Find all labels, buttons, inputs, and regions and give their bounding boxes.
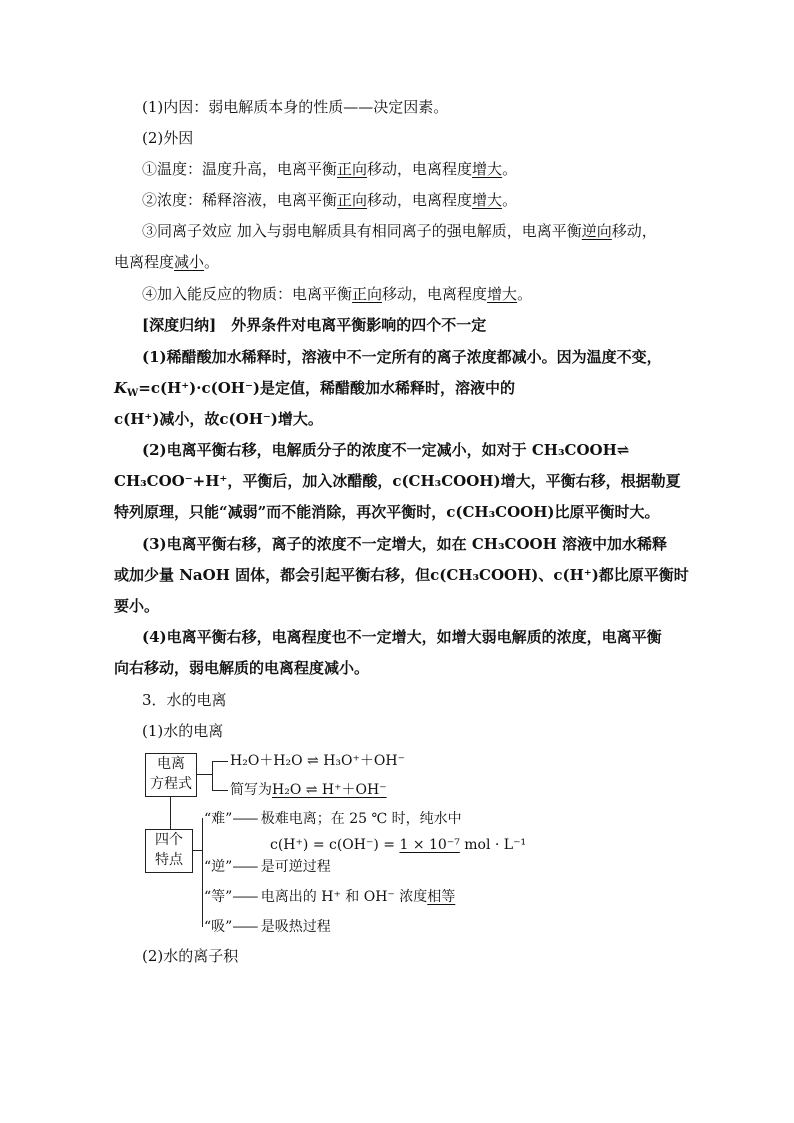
summary-p4-text-1: (4)电离平衡右移，电离程度也不一定增大，如增大弱电解质的浓度，电离平衡 <box>142 628 662 646</box>
feature-difficult-line-2 <box>270 836 526 854</box>
summary-p4-line-1 <box>142 626 694 648</box>
feature-difficult-blank: 1 × 10⁻⁷ <box>399 837 460 853</box>
summary-p1-text-2: =c(H⁺)·c(OH⁻)是定值，稀醋酸加水稀释时，溶液中的 <box>138 379 515 397</box>
feature-endothermic-key: “吸” <box>204 919 233 935</box>
summary-p2-text-1: (2)电离平衡右移，电解质分子的浓度不一定减小，如对于 CH₃COOH⇌ <box>142 441 630 459</box>
feature-equal-text: 电离出的 H⁺ 和 OH⁻ 浓度 <box>260 889 428 905</box>
feature-endothermic: “吸”—— 是吸热过程 <box>204 919 331 935</box>
feature-difficult-text: 极难电离；在 25 ℃ 时，纯水中 <box>260 811 462 827</box>
summary-p3-text-2: 或加少量 NaOH 固体，都会引起平衡右移，但c(CH₃COOH)、c(H⁺)都比原平衡时 <box>114 566 689 584</box>
water-title-text: 3．水的电离 <box>142 691 227 709</box>
reactant-text-b: 移动，电离程度 <box>382 285 488 303</box>
summary-p4-text-2: 向右移动，弱电解质的电离程度减小。 <box>114 659 370 677</box>
water-sub2-text: (2)水的离子积 <box>142 947 239 965</box>
water-sub1 <box>142 720 694 742</box>
feature-difficult-key: “难” <box>204 811 233 827</box>
equation-box-line-1: 电离 <box>157 756 185 772</box>
concentration-text-c: 。 <box>502 191 518 209</box>
concentration-blank-2: 增大 <box>472 191 503 209</box>
temperature-text-b: 移动，电离程度 <box>367 160 473 178</box>
common-ion-text-b: 移动， <box>611 222 657 240</box>
equation-short-blank: H₂O ⇌ H⁺＋OH⁻ <box>272 782 387 798</box>
equation-bracket <box>212 761 213 790</box>
summary-p3-line-3 <box>114 595 694 617</box>
kw-subscript: W <box>127 388 139 399</box>
water-sub2 <box>142 945 694 967</box>
temperature-blank-1: 正向 <box>337 160 368 178</box>
summary-p1-text-1: (1)稀醋酸加水稀释时，溶液中不一定所有的离子浓度都减小。因为温度不变， <box>142 348 662 366</box>
common-ion-blank-2: 减小 <box>174 253 205 271</box>
summary-p1-line-3 <box>114 408 694 430</box>
summary-title-text: [深度归纳] 外界条件对电离平衡影响的四个不一定 <box>142 316 487 334</box>
equation-branch-1 <box>212 761 228 762</box>
feature-reversible-key: “逆” <box>204 859 233 875</box>
summary-title <box>142 314 694 336</box>
temperature-text-c: 。 <box>502 160 518 178</box>
feature-reversible-text: 是可逆过程 <box>260 859 331 875</box>
equation-connector <box>196 774 212 775</box>
feature-equal: “等”—— 电离出的 H⁺ 和 OH⁻ 浓度相等 <box>204 889 456 905</box>
feature-difficult: “难”—— 极难电离；在 25 ℃ 时，纯水中 <box>204 811 462 827</box>
equation-box <box>145 753 197 797</box>
feature-endothermic-text: 是吸热过程 <box>260 919 331 935</box>
feature-difficult-unit: mol · L⁻¹ <box>459 837 527 853</box>
summary-p4-line-2 <box>114 657 694 679</box>
internal-factor-line <box>142 96 694 118</box>
reactant-blank-1: 正向 <box>352 285 383 303</box>
equation-branch-2 <box>212 790 228 791</box>
reactant-line <box>142 283 694 305</box>
kw-symbol: K <box>114 379 128 397</box>
reactant-text-c: 。 <box>517 285 533 303</box>
common-ion-text-d: 。 <box>204 253 220 271</box>
summary-p1-line-1 <box>142 346 694 368</box>
equation-box-line-2: 方程式 <box>150 776 192 792</box>
common-ion-text-c: 电离程度 <box>114 253 175 271</box>
feature-reversible: “逆”—— 是可逆过程 <box>204 859 331 875</box>
concentration-line <box>142 189 694 211</box>
summary-p1-line-2 <box>114 377 694 405</box>
box-link <box>170 796 171 829</box>
features-connector <box>192 850 202 851</box>
equation-short-prefix: 简写为 <box>230 782 272 798</box>
features-bracket <box>202 818 203 927</box>
summary-p2-line-2 <box>114 470 694 492</box>
reactant-text-a: ④加入能反应的物质：电离平衡 <box>142 285 353 303</box>
summary-p3-line-1 <box>142 533 694 555</box>
summary-p2-line-3 <box>114 501 694 523</box>
feature-equal-key: “等” <box>204 889 233 905</box>
summary-p3-line-2 <box>114 564 694 586</box>
common-ion-text-a: ③同离子效应 加入与弱电解质具有相同离子的强电解质，电离平衡 <box>142 222 582 240</box>
features-box <box>145 829 193 873</box>
water-sub1-text: (1)水的电离 <box>142 722 224 740</box>
common-ion-line-2 <box>114 251 694 273</box>
concentration-text-b: 移动，电离程度 <box>367 191 473 209</box>
internal-factor-text: (1)内因：弱电解质本身的性质——决定因素。 <box>142 98 449 116</box>
temperature-blank-2: 增大 <box>472 160 503 178</box>
summary-p3-text-3: 要小。 <box>114 597 160 615</box>
temperature-text-a: ①温度：温度升高，电离平衡 <box>142 160 338 178</box>
feature-difficult-eq: c(H⁺) = c(OH⁻) = <box>270 837 400 853</box>
features-box-line-1: 四个 <box>155 832 183 848</box>
external-title-text: (2)外因 <box>142 129 194 147</box>
concentration-text-a: ②浓度：稀释溶液，电离平衡 <box>142 191 338 209</box>
summary-p3-text-1: (3)电离平衡右移，离子的浓度不一定增大，如在 CH₃COOH 溶液中加水稀释 <box>142 535 668 553</box>
summary-p2-text-2: CH₃COO⁻+H⁺，平衡后，加入冰醋酸，c(CH₃COOH)增大，平衡右移，根据勒夏 <box>114 472 681 490</box>
common-ion-line-1 <box>142 220 694 242</box>
summary-p1-text-3: c(H⁺)减小，故c(OH⁻)增大。 <box>114 410 323 428</box>
summary-p2-text-3: 特列原理，只能“减弱”而不能消除，再次平衡时，c(CH₃COOH)比原平衡时大。 <box>114 503 660 521</box>
feature-equal-blank: 相等 <box>427 889 456 905</box>
features-box-line-2: 特点 <box>155 852 183 868</box>
equation-full <box>230 752 405 770</box>
external-factor-title <box>142 127 694 149</box>
temperature-line <box>142 158 694 180</box>
common-ion-blank-1: 逆向 <box>581 222 612 240</box>
equation-full-text: H₂O＋H₂O ⇌ H₃O⁺＋OH⁻ <box>230 753 405 769</box>
water-section-title <box>142 689 694 711</box>
reactant-blank-2: 增大 <box>487 285 518 303</box>
summary-p2-line-1 <box>142 439 694 461</box>
concentration-blank-1: 正向 <box>337 191 368 209</box>
equation-short <box>230 781 387 799</box>
